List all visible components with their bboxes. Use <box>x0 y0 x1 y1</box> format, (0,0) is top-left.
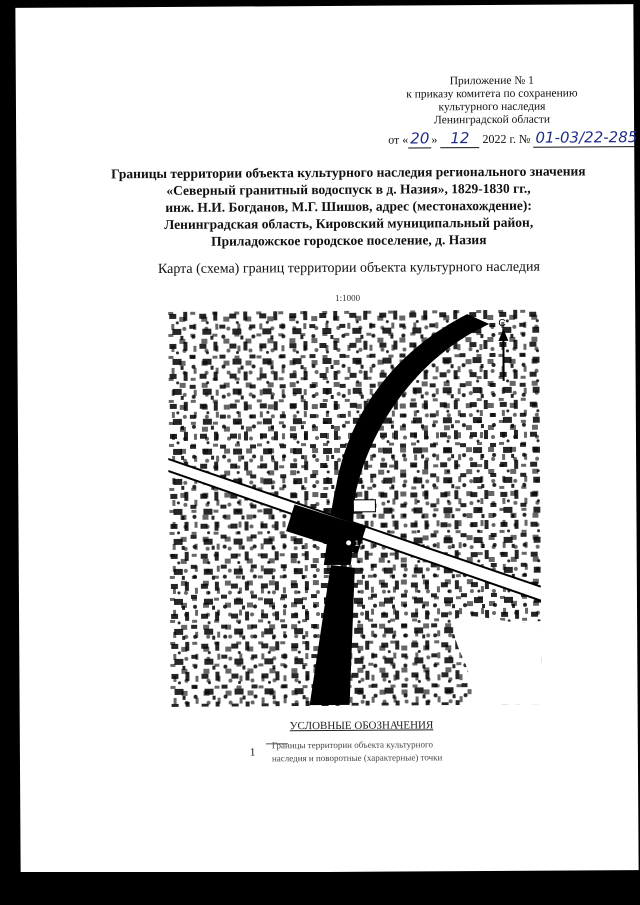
title-line: Границы территории объекта культурного наследия регионального значения <box>111 163 586 182</box>
legend-item-line: наследия и поворотные (характерные) точки <box>271 752 443 764</box>
aerial-map-graphic <box>167 309 541 707</box>
title-line: «Северный гранитный водоспуск в д. Назия», 1829-1830 гг., <box>166 180 531 198</box>
approval-block <box>376 74 608 127</box>
map-subtitle: Карта (схема) границ территории объекта культурного наследия <box>157 259 541 278</box>
order-number: 01-03/22-285 <box>533 128 639 148</box>
legend-item-number: 1 <box>249 746 256 759</box>
order-date-line <box>388 128 639 149</box>
legend-item-text <box>272 738 443 765</box>
title-line: Ленинградская область, Кировский муниципальный район, <box>164 214 534 232</box>
aerial-map <box>167 309 541 707</box>
title-line: Приладожское городское поселение, д. Назия <box>211 232 487 249</box>
title-line: инж. Н.И. Богданов, М.Г. Шишов, адрес (местонахождение): <box>165 197 532 215</box>
boundary-point-label: 1 <box>354 538 360 548</box>
date-day: 20 <box>408 129 431 148</box>
date-month: 12 <box>440 129 479 148</box>
date-prefix: от « <box>388 132 409 147</box>
north-label: С <box>498 317 506 329</box>
document-title <box>78 162 619 250</box>
boundary-point <box>346 540 352 546</box>
legend-item-line: Границы территории объекта культурного <box>271 739 433 751</box>
approval-line: к приказу комитета по сохранению <box>406 87 578 101</box>
sluice-gate <box>353 500 375 512</box>
date-mid: » <box>431 132 438 147</box>
scan-border <box>0 872 640 905</box>
approval-line: Приложение № 1 <box>449 74 534 88</box>
date-year: 2022 г. № <box>482 131 531 147</box>
document-page <box>15 4 638 874</box>
legend-title: УСЛОВНЫЕ ОБОЗНАЧЕНИЯ <box>289 719 434 733</box>
map-scale: 1:1000 <box>335 292 361 303</box>
approval-line: культурного наследия <box>438 100 546 114</box>
approval-line: Ленинградской области <box>433 113 551 127</box>
